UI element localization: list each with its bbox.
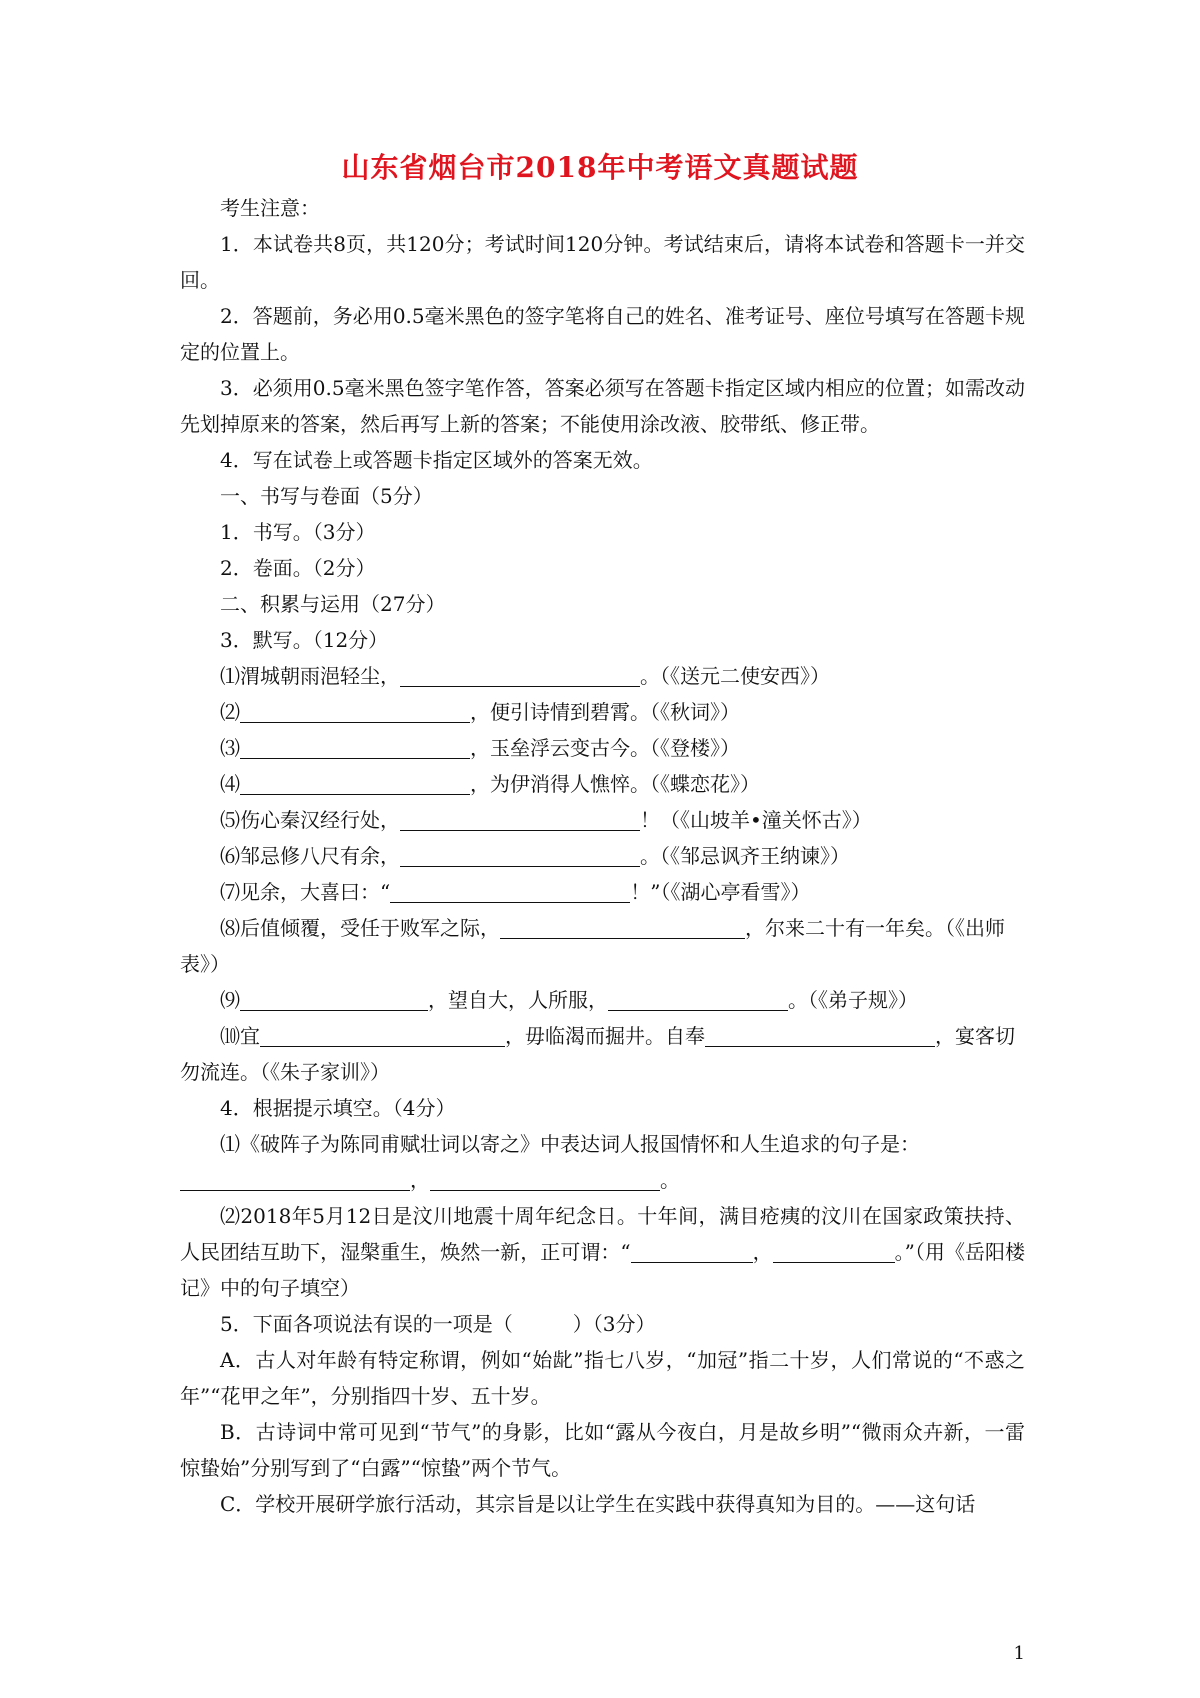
- notice-item-1: 1．本试卷共8页，共120分；考试时间120分钟。考试结束后，请将本试卷和答题卡一并交回。: [180, 232, 1025, 292]
- document-body: [180, 190, 1025, 1522]
- q3-line-10: [180, 1018, 1025, 1090]
- section-1-item-1: 1．书写。（3分）: [220, 520, 376, 544]
- question-4-heading: 4．根据提示填空。（4分）: [220, 1096, 456, 1120]
- question-5-heading: 5．下面各项说法有误的一项是（ ）（3分）: [220, 1312, 656, 1336]
- answer-blank[interactable]: [400, 806, 640, 831]
- q4-part-1-comma: ，: [410, 1168, 430, 1192]
- q4-part-2: [180, 1198, 1025, 1306]
- answer-blank[interactable]: [500, 914, 745, 939]
- q3-line-1: [180, 658, 1025, 694]
- answer-blank[interactable]: [608, 986, 788, 1011]
- q3-line-10-middle: ，毋临渴而掘井。自奉: [505, 1024, 705, 1048]
- q4-part-2-text: ⑵2018年5月12日是汶川地震十周年纪念日。十年间，满目疮痍的汶川在国家政策扶持、人民团结互助下，湿槃重生，焕然一新，正可谓：“: [180, 1204, 1025, 1264]
- q4-part-1: ⑴《破阵子为陈同甫赋壮词以寄之》中表达词人报国情怀和人生追求的句子是：: [220, 1132, 920, 1156]
- section-1-item-2: 2．卷面。（2分）: [220, 556, 376, 580]
- q3-line-2: [180, 694, 1025, 730]
- answer-blank[interactable]: [240, 698, 470, 723]
- answer-blank[interactable]: [260, 1022, 505, 1047]
- section-1-heading: 一、书写与卷面（5分）: [220, 484, 433, 508]
- page-title: 山东省烟台市2018年中考语文真题试题: [341, 151, 859, 184]
- answer-blank[interactable]: [180, 1166, 410, 1191]
- q3-line-3-suffix: ，玉垒浮云变古今。（《登楼》）: [470, 736, 740, 760]
- answer-blank[interactable]: [773, 1238, 895, 1263]
- answer-blank[interactable]: [240, 986, 428, 1011]
- q3-line-4: [180, 766, 1025, 802]
- q4-part-2-end: 。”（用《岳阳楼记》中的句子填空）: [180, 1240, 1025, 1300]
- notice-item-2: 2．答题前，务必用0.5毫米黑色的签字笔将自己的姓名、准考证号、座位号填写在答题卡规定的位置上。: [180, 304, 1025, 364]
- section-2-heading: 二、积累与运用（27分）: [220, 592, 446, 616]
- question-3-heading: 3．默写。（12分）: [220, 628, 389, 652]
- q3-line-7-suffix: ！”（《湖心亭看雪》）: [630, 880, 811, 904]
- q3-line-4-suffix: ，为伊消得人憔悴。（《蝶恋花》）: [470, 772, 760, 796]
- answer-blank[interactable]: [240, 770, 470, 795]
- notice-item-4: 4．写在试卷上或答题卡指定区域外的答案无效。: [220, 448, 653, 472]
- answer-blank[interactable]: [390, 878, 630, 903]
- q3-line-5-prefix: ⑸伤心秦汉经行处，: [220, 808, 400, 832]
- q3-line-7: [180, 874, 1025, 910]
- q3-line-1-suffix: 。（《送元二使安西》）: [640, 664, 830, 688]
- q5-option-b: B．古诗词中常可见到“节气”的身影，比如“露从今夜白，月是故乡明”“微雨众卉新，一雷惊蛰始”分别写到了“白露”“惊蛰”两个节气。: [180, 1420, 1025, 1480]
- q3-line-7-prefix: ⑺见余，大喜曰：“: [220, 880, 391, 904]
- q3-line-2-suffix: ，便引诗情到碧霄。（《秋词》）: [470, 700, 740, 724]
- q3-line-3: [180, 730, 1025, 766]
- notice-item-3: 3．必须用0.5毫米黑色签字笔作答，答案必须写在答题卡指定区域内相应的位置；如需改动先划掉原来的答案，然后再写上新的答案；不能使用涂改液、胶带纸、修正带。: [180, 376, 1025, 436]
- q3-line-8-prefix: ⑻后值倾覆，受任于败军之际，: [220, 916, 500, 940]
- q3-line-6-prefix: ⑹邹忌修八尺有余，: [220, 844, 400, 868]
- q3-line-10-prefix: ⑽宜: [220, 1024, 260, 1048]
- answer-blank[interactable]: [240, 734, 470, 759]
- answer-blank[interactable]: [430, 1166, 660, 1191]
- q3-line-5: [180, 802, 1025, 838]
- answer-blank[interactable]: [400, 662, 640, 687]
- answer-blank[interactable]: [400, 842, 640, 867]
- q4-part-2-comma: ，: [752, 1240, 773, 1264]
- q5-option-a: A．古人对年龄有特定称谓，例如“始龀”指七八岁，“加冠”指二十岁，人们常说的“不惑之年”“花甲之年”，分别指四十岁、五十岁。: [180, 1348, 1025, 1408]
- q3-line-5-suffix: ！（《山坡羊•潼关怀古》）: [640, 808, 872, 832]
- q3-line-8-suffix: ，尔来二十有一年矣。（《出师表》）: [180, 916, 1005, 976]
- q3-line-9-prefix: ⑼: [220, 988, 240, 1012]
- q3-line-9: [180, 982, 1025, 1018]
- q3-line-9-middle: ，望自大，人所服，: [428, 988, 608, 1012]
- notice-heading: 考生注意：: [220, 196, 320, 220]
- q3-line-8: [180, 910, 1025, 982]
- q3-line-1-prefix: ⑴渭城朝雨浥轻尘，: [220, 664, 400, 688]
- q3-line-6-suffix: 。（《邹忌讽齐王纳谏》）: [640, 844, 850, 868]
- q3-line-2-prefix: ⑵: [220, 700, 240, 724]
- q4-part-1-end: 。: [660, 1168, 680, 1192]
- q3-line-9-suffix: 。（《弟子规》）: [788, 988, 918, 1012]
- page-number: 1: [1013, 1643, 1025, 1664]
- q3-line-3-prefix: ⑶: [220, 736, 240, 760]
- q5-option-c: C．学校开展研学旅行活动，其宗旨是以让学生在实践中获得真知为目的。——这句话: [220, 1492, 976, 1516]
- q4-part-1-answers: [180, 1162, 1025, 1198]
- answer-blank[interactable]: [705, 1022, 935, 1047]
- answer-blank[interactable]: [631, 1238, 753, 1263]
- q3-line-10-suffix: ，宴客切勿流连。（《朱子家训》）: [180, 1024, 1015, 1084]
- q3-line-6: [180, 838, 1025, 874]
- q3-line-4-prefix: ⑷: [220, 772, 240, 796]
